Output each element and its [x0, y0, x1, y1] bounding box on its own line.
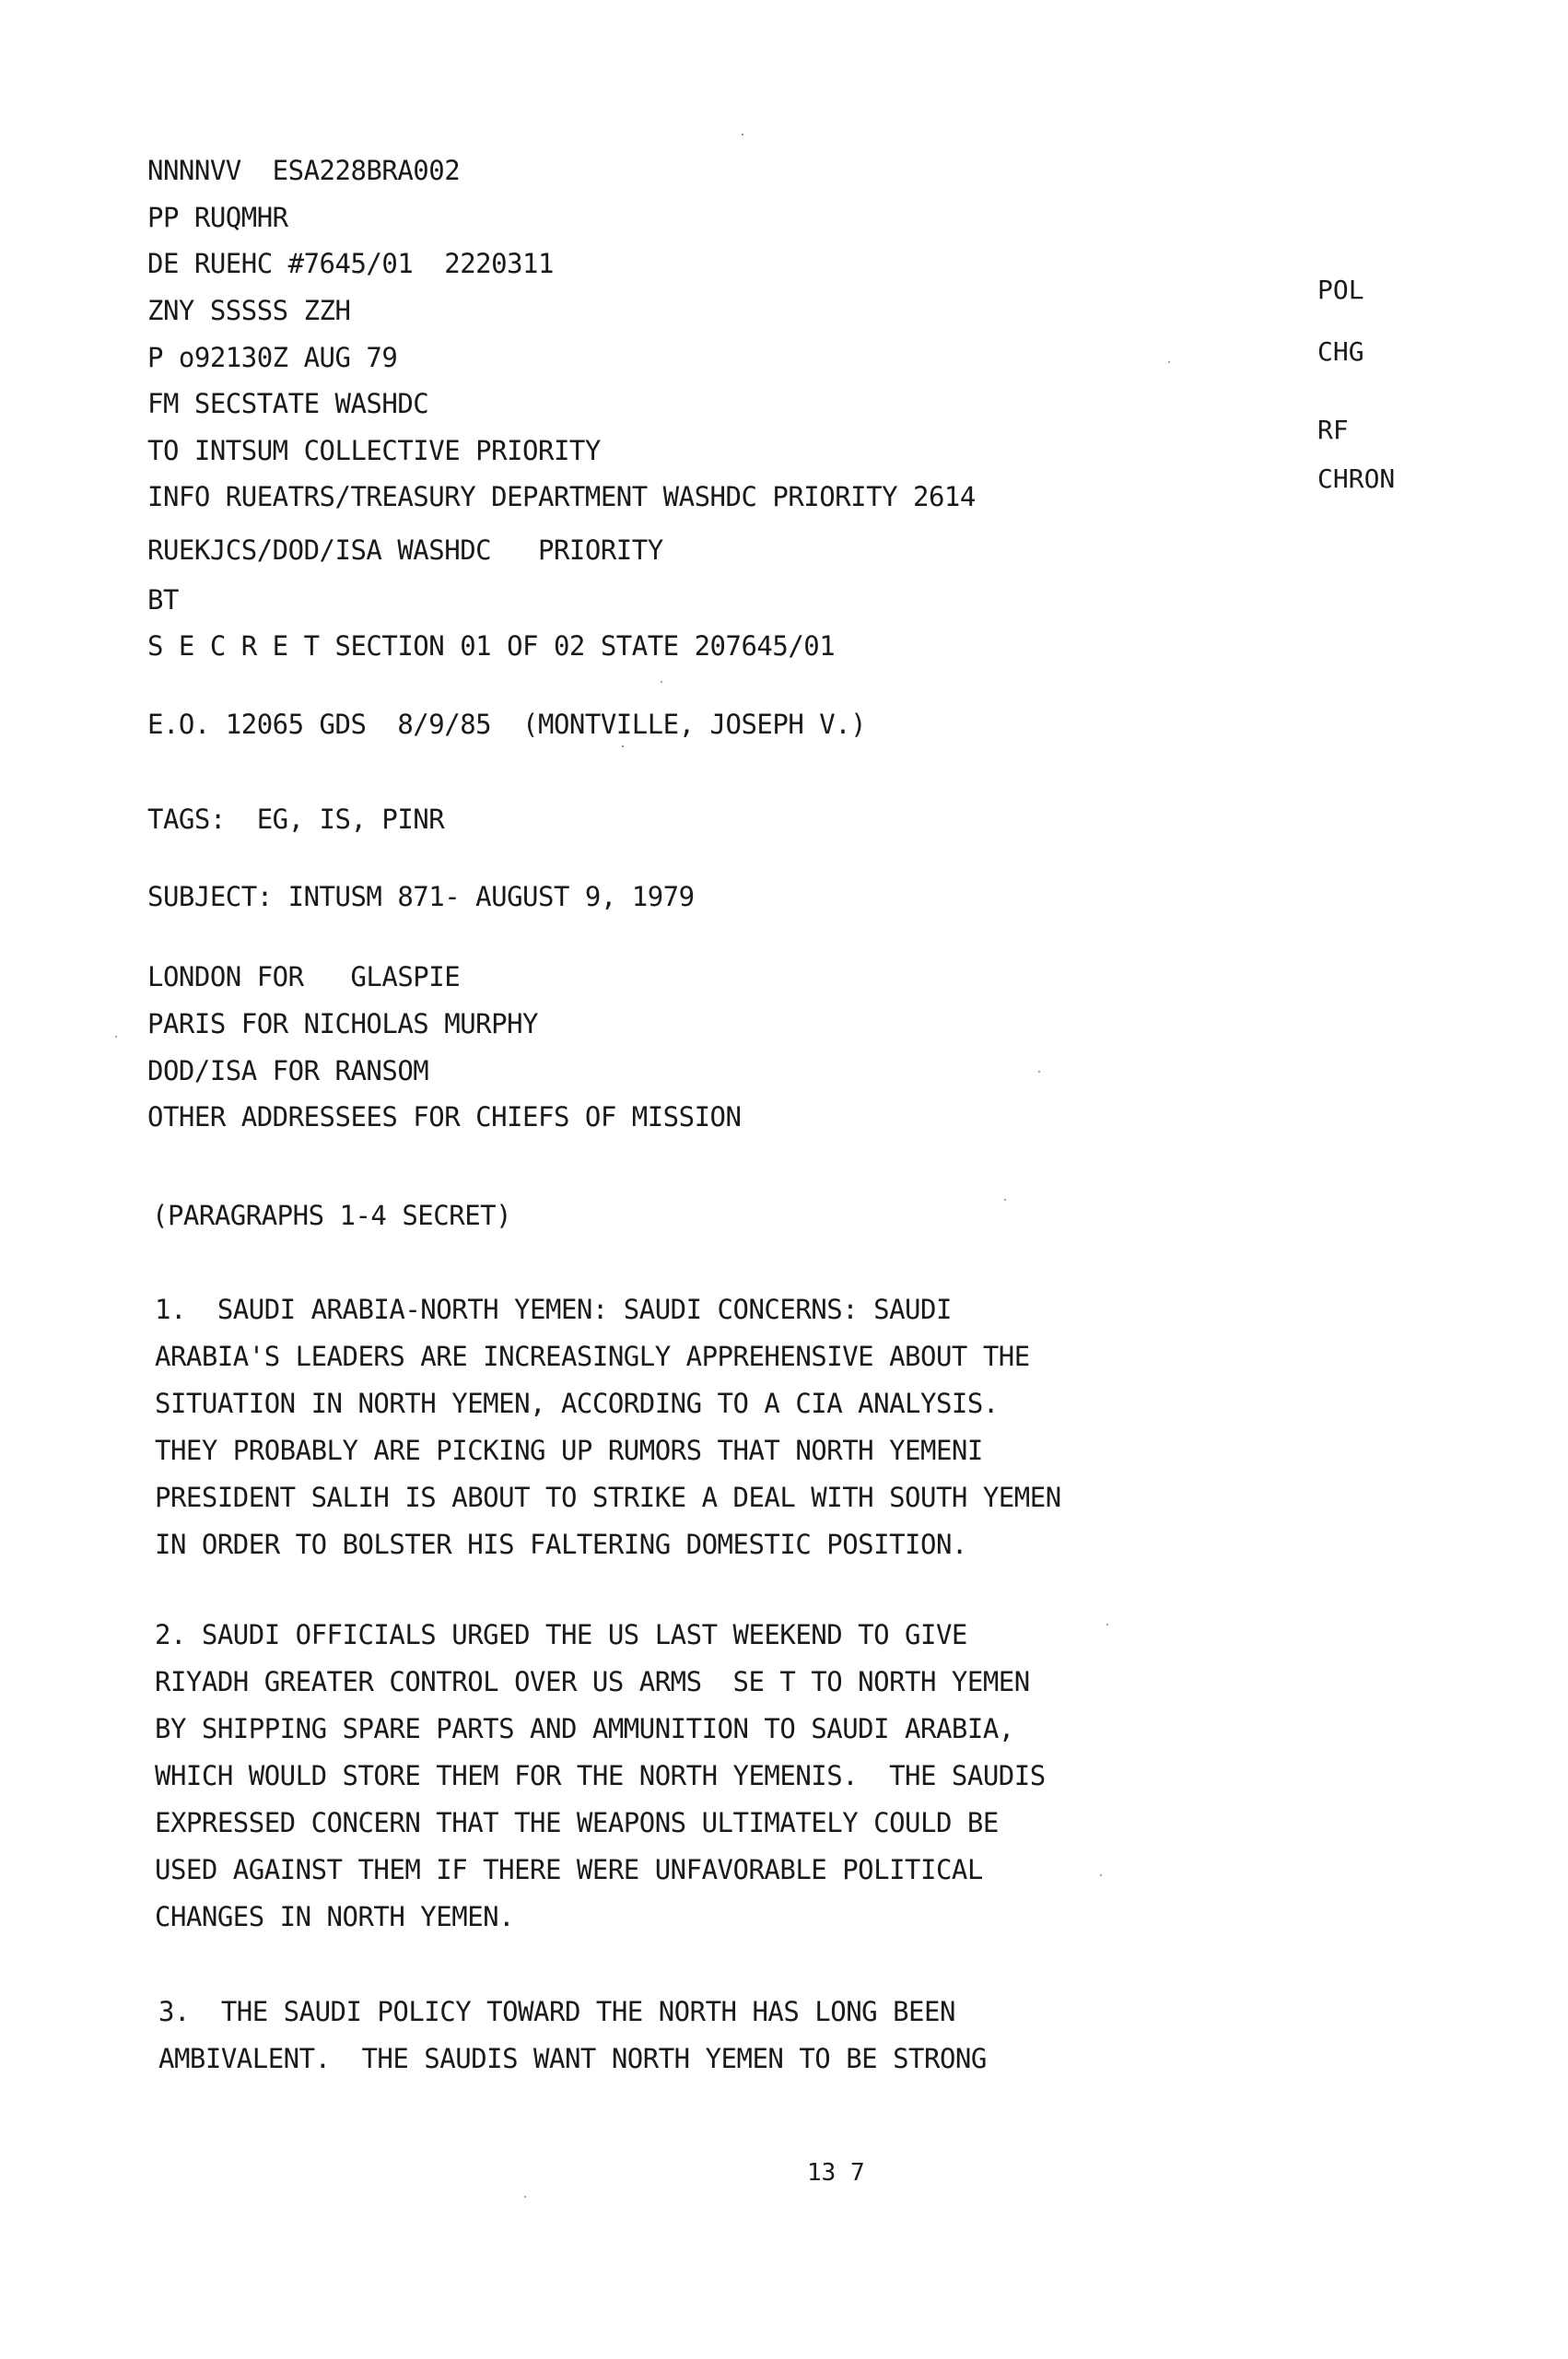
paragraph-line: ARABIA'S LEADERS ARE INCREASINGLY APPREHENSIVE ABOUT THE	[155, 1341, 1030, 1372]
paragraph-line: EXPRESSED CONCERN THAT THE WEAPONS ULTIMATELY COULD BE	[155, 1807, 999, 1838]
paragraph-line: THEY PROBABLY ARE PICKING UP RUMORS THAT NORTH YEMENI	[155, 1435, 983, 1466]
subject-line: SUBJECT: INTUSM 871- AUGUST 9, 1979	[147, 881, 695, 912]
header-line: NNNNVV ESA228BRA002	[147, 155, 461, 186]
paragraph-line: CHANGES IN NORTH YEMEN.	[155, 1901, 515, 1932]
header-line: ZNY SSSSS ZZH	[147, 295, 351, 326]
routing-mark: CHRON	[1317, 464, 1396, 494]
tags-line: TAGS: EG, IS, PINR	[147, 804, 445, 835]
paragraph-line: 2. SAUDI OFFICIALS URGED THE US LAST WEEKEND TO GIVE	[155, 1619, 967, 1650]
classification-line: S E C R E T SECTION 01 OF 02 STATE 207645/01	[147, 630, 836, 662]
paragraph-line: 3. THE SAUDI POLICY TOWARD THE NORTH HAS LONG BEEN	[158, 1996, 955, 2027]
header-line: BT	[147, 584, 179, 616]
header-line: RUEKJCS/DOD/ISA WASHDC PRIORITY	[147, 534, 663, 566]
paragraph-line: SITUATION IN NORTH YEMEN, ACCORDING TO A CIA ANALYSIS.	[155, 1388, 999, 1419]
paragraph-line: RIYADH GREATER CONTROL OVER US ARMS SE T TO NORTH YEMEN	[155, 1666, 1030, 1697]
routing-mark: CHG	[1317, 336, 1364, 367]
paragraph-line: PRESIDENT SALIH IS ABOUT TO STRIKE A DEAL WITH SOUTH YEMEN	[155, 1482, 1061, 1513]
addressee-line: DOD/ISA FOR RANSOM	[147, 1055, 429, 1086]
paragraph-line: USED AGAINST THEM IF THERE WERE UNFAVORABLE POLITICAL	[155, 1854, 983, 1885]
header-line: INFO RUEATRS/TREASURY DEPARTMENT WASHDC PRIORITY 2614	[147, 481, 976, 512]
header-line: DE RUEHC #7645/01 2220311	[147, 248, 554, 279]
routing-mark: RF	[1317, 415, 1349, 445]
paragraph-line: 1. SAUDI ARABIA-NORTH YEMEN: SAUDI CONCERNS: SAUDI	[155, 1294, 952, 1325]
classification-note: (PARAGRAPHS 1-4 SECRET)	[152, 1200, 512, 1231]
addressee-line: OTHER ADDRESSEES FOR CHIEFS OF MISSION	[147, 1101, 742, 1133]
paragraph-line: BY SHIPPING SPARE PARTS AND AMMUNITION TO SAUDI ARABIA,	[155, 1713, 1014, 1744]
header-line: FM SECSTATE WASHDC	[147, 388, 429, 419]
page-number: 13 7	[807, 2159, 865, 2187]
addressee-line: PARIS FOR NICHOLAS MURPHY	[147, 1008, 538, 1039]
addressee-line: LONDON FOR GLASPIE	[147, 961, 461, 992]
header-line: TO INTSUM COLLECTIVE PRIORITY	[147, 435, 601, 466]
paragraph-line: WHICH WOULD STORE THEM FOR THE NORTH YEMENIS. THE SAUDIS	[155, 1760, 1046, 1791]
header-line: PP RUQMHR	[147, 202, 288, 233]
paragraph-line: IN ORDER TO BOLSTER HIS FALTERING DOMESTIC POSITION.	[155, 1529, 967, 1560]
eo-line: E.O. 12065 GDS 8/9/85 (MONTVILLE, JOSEPH V.)	[147, 709, 867, 740]
header-line: P o92130Z AUG 79	[147, 342, 398, 373]
routing-mark: POL	[1317, 275, 1364, 305]
paragraph-line: AMBIVALENT. THE SAUDIS WANT NORTH YEMEN TO BE STRONG	[158, 2043, 987, 2074]
